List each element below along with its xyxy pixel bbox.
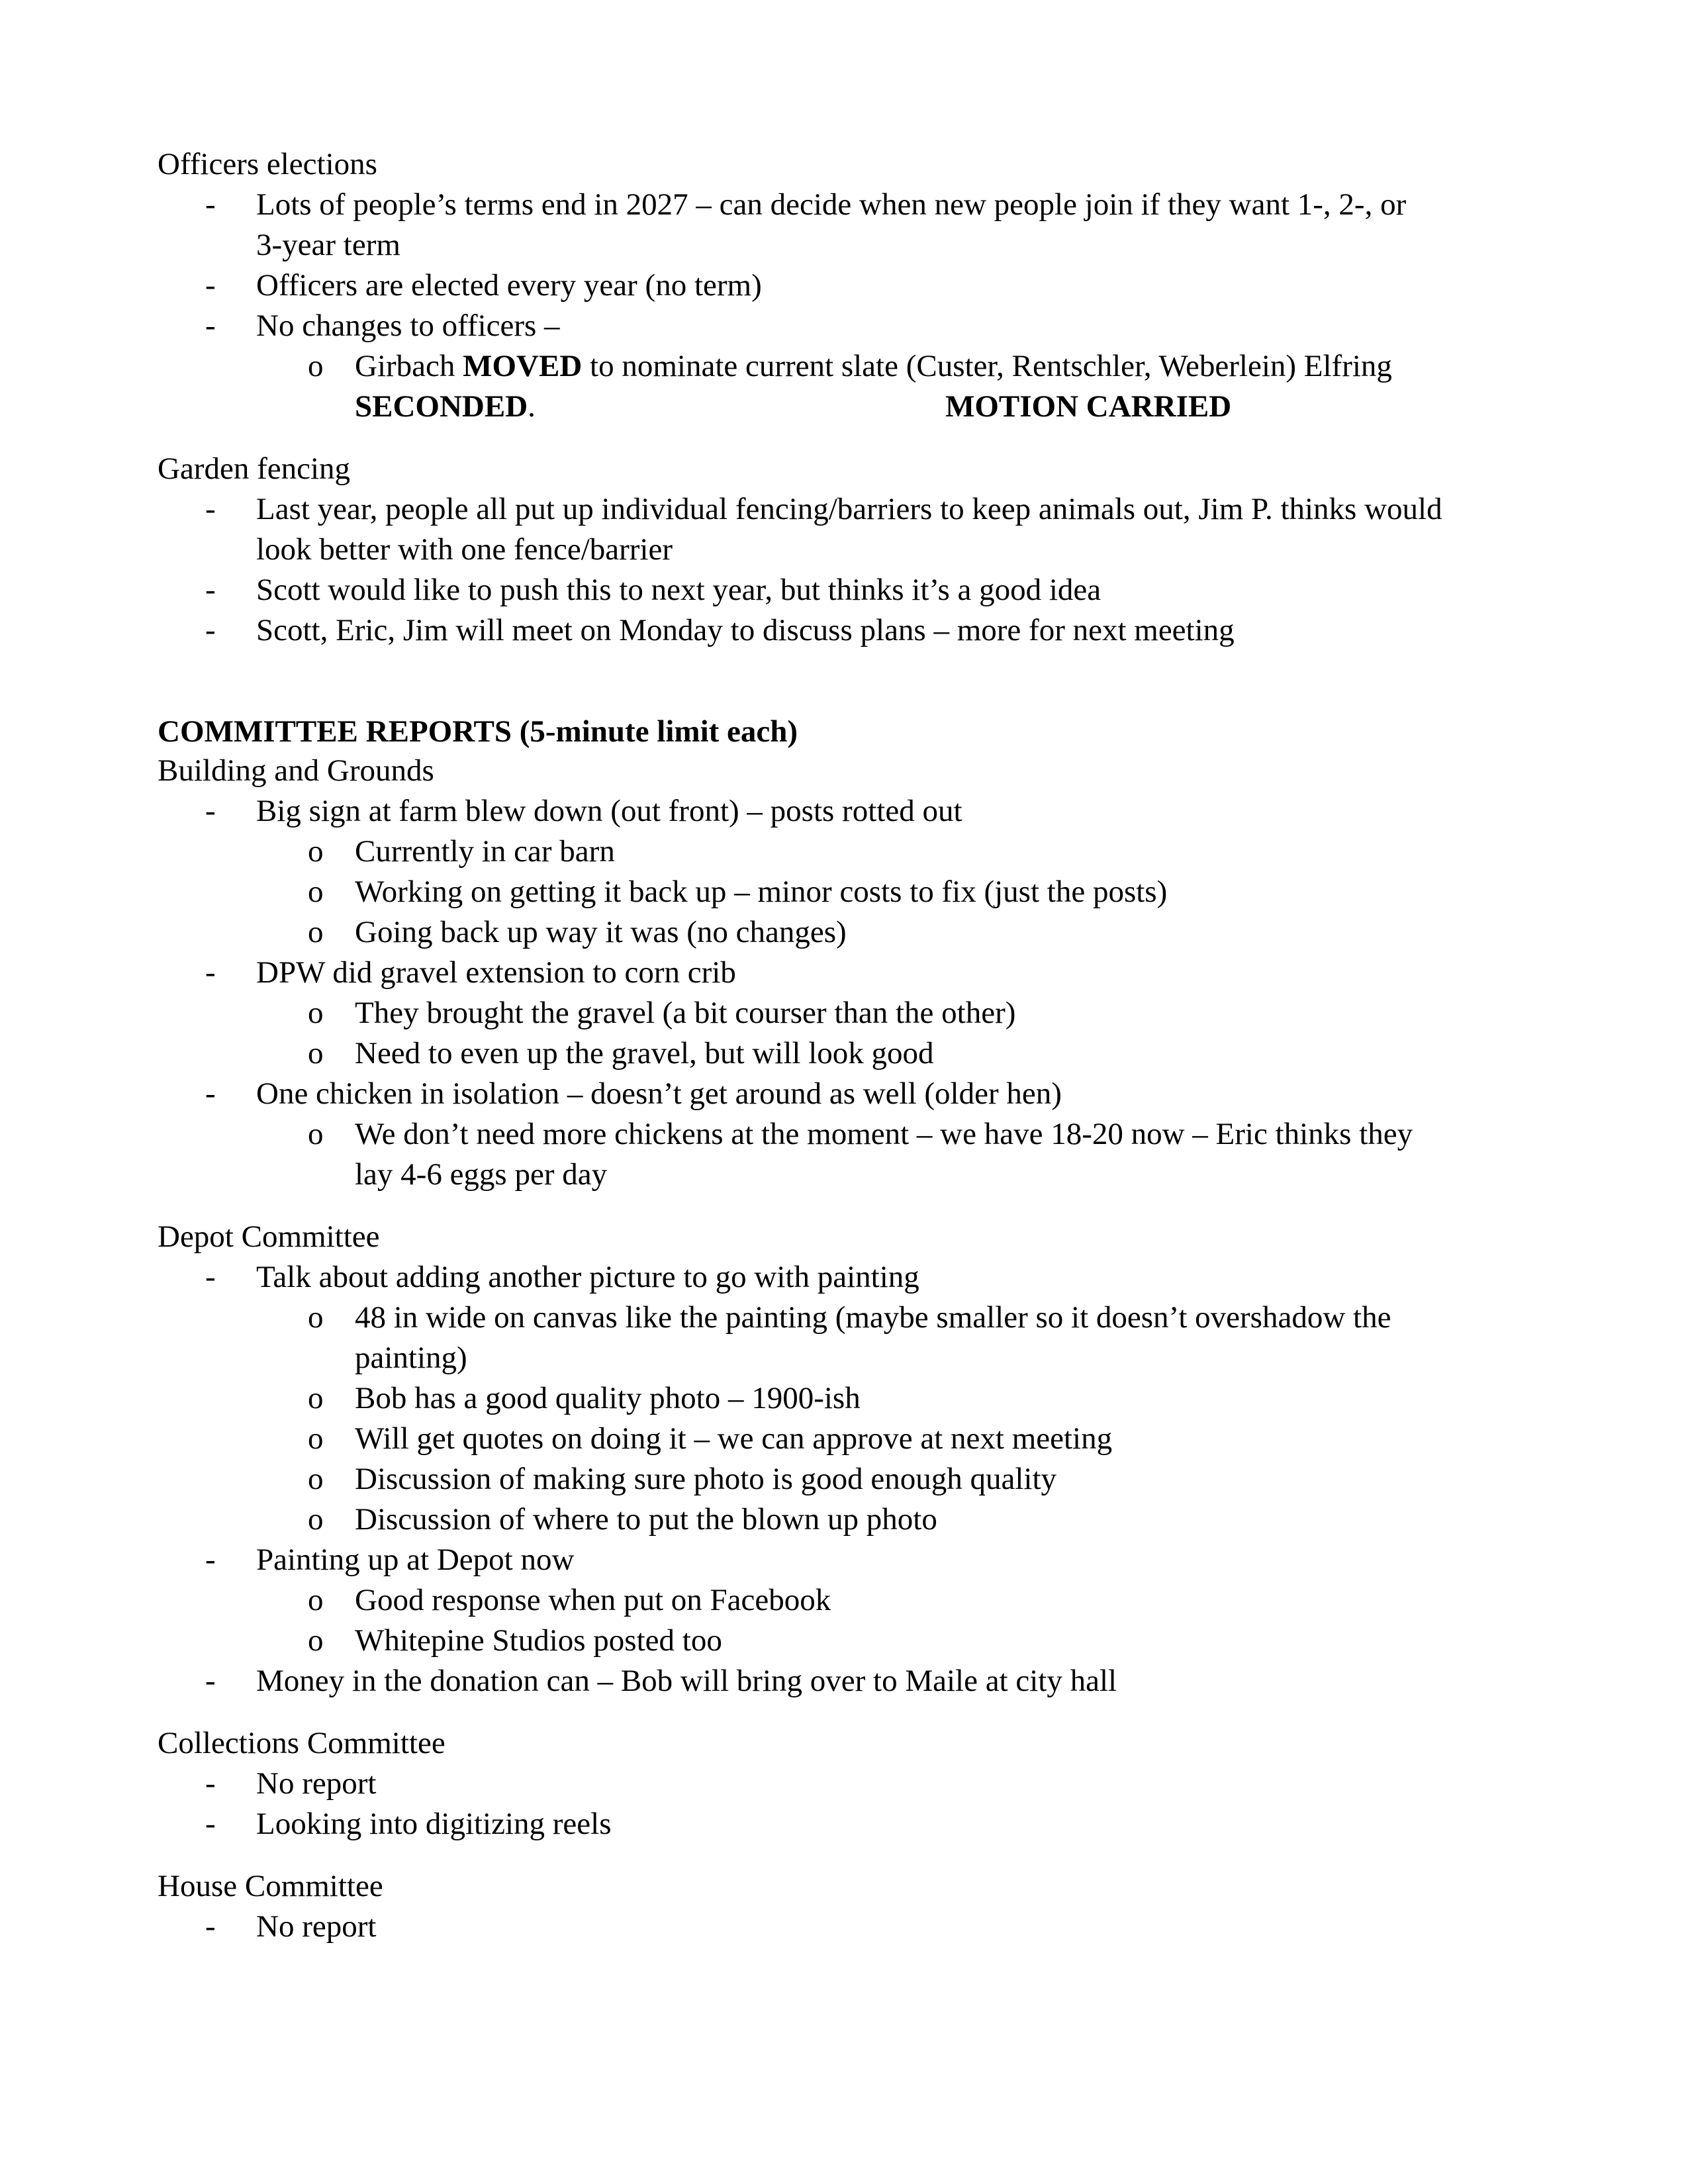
bullet-dash: -	[205, 268, 216, 303]
collections-bullet-2: Looking into digitizing reels	[256, 1807, 612, 1841]
buildings-sub-1-1: Currently in car barn	[355, 834, 615, 869]
house-heading: House Committee	[158, 1869, 383, 1903]
collections-bullet-1: No report	[256, 1766, 377, 1801]
motion-seconded: SECONDED	[355, 389, 528, 424]
garden-heading: Garden fencing	[158, 451, 350, 486]
garden-bullet-1: Last year, people all put up individual fencing/barriers to keep animals out, Jim P. thinks would	[256, 492, 1442, 526]
depot-sub-2-1: Good response when put on Facebook	[355, 1583, 831, 1617]
buildings-sub-3-1: We don’t need more chickens at the moment – we have 18-20 now – Eric thinks they	[355, 1117, 1413, 1151]
bullet-dash: -	[205, 1766, 216, 1801]
depot-heading: Depot Committee	[158, 1219, 380, 1254]
sub-bullet-marker: o	[308, 1036, 324, 1070]
depot-sub-1-2: Bob has a good quality photo – 1900-ish	[355, 1381, 861, 1415]
depot-sub-1-5: Discussion of where to put the blown up photo	[355, 1502, 937, 1537]
officers-bullet-1-continuation: 3-year term	[256, 228, 400, 262]
motion-part-2: to nominate current slate (Custer, Rentschler, Weberlein) Elfring	[582, 349, 1392, 383]
motion-part-1: Girbach	[355, 349, 463, 383]
sub-bullet-marker: o	[308, 1502, 324, 1537]
buildings-sub-1-3: Going back up way it was (no changes)	[355, 915, 847, 949]
garden-bullet-2: Scott would like to push this to next year, but thinks it’s a good idea	[256, 573, 1102, 607]
motion-period: .	[528, 389, 536, 424]
depot-bullet-2: Painting up at Depot now	[256, 1543, 575, 1577]
depot-sub-1-4: Discussion of making sure photo is good enough quality	[355, 1462, 1057, 1496]
buildings-bullet-3: One chicken in isolation – doesn’t get around as well (older hen)	[256, 1076, 1062, 1111]
depot-sub-1-1: 48 in wide on canvas like the painting (maybe smaller so it doesn’t overshadow the	[355, 1300, 1391, 1335]
depot-bullet-1: Talk about adding another picture to go with painting	[256, 1260, 919, 1294]
buildings-sub-1-2: Working on getting it back up – minor costs to fix (just the posts)	[355, 875, 1168, 909]
sub-bullet-marker: o	[308, 875, 324, 909]
sub-bullet-marker: o	[308, 1117, 324, 1151]
sub-bullet-marker: o	[308, 915, 324, 949]
bullet-dash: -	[205, 492, 216, 526]
officers-heading: Officers elections	[158, 147, 377, 181]
garden-bullet-3: Scott, Eric, Jim will meet on Monday to discuss plans – more for next meeting	[256, 613, 1235, 647]
bullet-dash: -	[205, 1076, 216, 1111]
officers-bullet-1: Lots of people’s terms end in 2027 – can decide when new people join if they want 1-, 2-, or	[256, 187, 1407, 222]
bullet-dash: -	[205, 955, 216, 990]
sub-bullet-marker: o	[308, 1462, 324, 1496]
bullet-dash: -	[205, 1909, 216, 1944]
collections-heading: Collections Committee	[158, 1726, 445, 1760]
sub-bullet-marker: o	[308, 349, 324, 383]
bullet-dash: -	[205, 187, 216, 222]
sub-bullet-marker: o	[308, 1300, 324, 1335]
bullet-dash: -	[205, 1664, 216, 1698]
house-bullet-1: No report	[256, 1909, 377, 1944]
sub-bullet-marker: o	[308, 996, 324, 1030]
buildings-sub-2-1: They brought the gravel (a bit courser than the other)	[355, 996, 1016, 1030]
garden-bullet-1-continuation: look better with one fence/barrier	[256, 532, 673, 567]
buildings-sub-2-2: Need to even up the gravel, but will look good	[355, 1036, 934, 1070]
buildings-bullet-1: Big sign at farm blew down (out front) – posts rotted out	[256, 794, 962, 828]
bullet-dash: -	[205, 1260, 216, 1294]
committee-reports-heading: COMMITTEE REPORTS (5-minute limit each)	[158, 714, 798, 749]
officers-bullet-2: Officers are elected every year (no term)	[256, 268, 762, 303]
buildings-heading: Building and Grounds	[158, 753, 434, 788]
depot-bullet-3: Money in the donation can – Bob will bring over to Maile at city hall	[256, 1664, 1117, 1698]
bullet-dash: -	[205, 1807, 216, 1841]
sub-bullet-marker: o	[308, 1421, 324, 1456]
bullet-dash: -	[205, 573, 216, 607]
motion-line	[355, 346, 1540, 387]
depot-sub-1-3: Will get quotes on doing it – we can approve at next meeting	[355, 1421, 1113, 1456]
sub-bullet-marker: o	[308, 834, 324, 869]
officers-bullet-3: No changes to officers –	[256, 309, 560, 343]
sub-bullet-marker: o	[308, 1623, 324, 1658]
depot-sub-2-2: Whitepine Studios posted too	[355, 1623, 722, 1658]
sub-bullet-marker: o	[308, 1583, 324, 1617]
motion-carried: MOTION CARRIED	[945, 389, 1232, 424]
buildings-bullet-2: DPW did gravel extension to corn crib	[256, 955, 736, 990]
sub-bullet-marker: o	[308, 1381, 324, 1415]
depot-sub-1-1-continuation: painting)	[355, 1341, 467, 1375]
bullet-dash: -	[205, 309, 216, 343]
bullet-dash: -	[205, 1543, 216, 1577]
bullet-dash: -	[205, 613, 216, 647]
motion-moved: MOVED	[463, 349, 583, 383]
buildings-sub-3-1-continuation: lay 4-6 eggs per day	[355, 1157, 608, 1192]
bullet-dash: -	[205, 794, 216, 828]
